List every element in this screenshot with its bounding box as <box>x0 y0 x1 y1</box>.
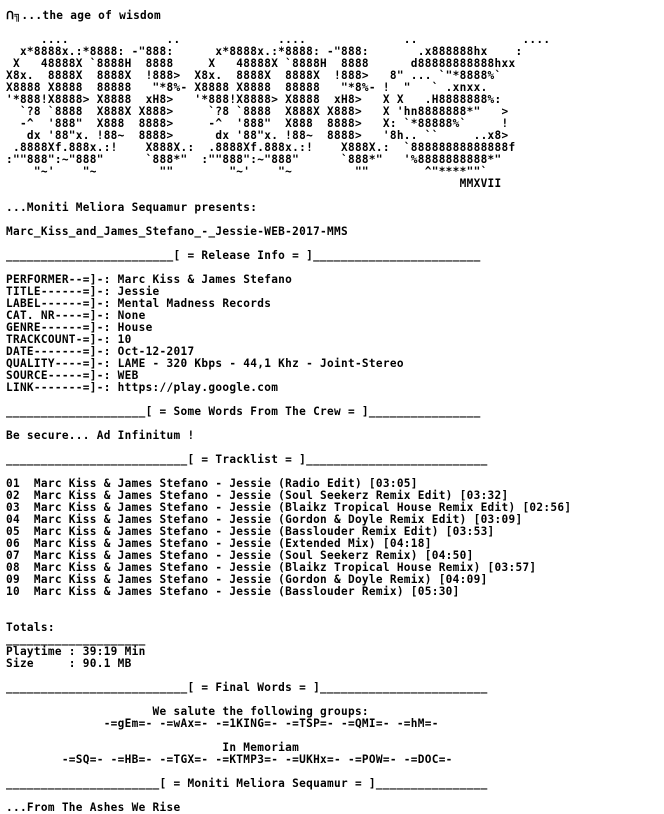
totals-size: Size : 90.1 MB <box>6 657 132 670</box>
final-words-heading: __________________________[ = Final Words = ]________________________ <box>6 681 488 694</box>
info-link: LINK-------=]-: https://play.google.com <box>6 381 279 394</box>
footer-heading: ______________________[ = Moniti Meliora Sequamur = ]________________ <box>6 777 488 790</box>
logo-line: `?8 `8888 X888X X888> `?8 `8888 X888X X888> X 'hn8888888*" > <box>6 105 509 118</box>
info-title: TITLE------=]-: Jessie <box>6 285 160 298</box>
track-row: 01 Marc Kiss & James Stefano - Jessie (Radio Edit) [03:05] <box>6 477 418 490</box>
presents-line: ...Moniti Meliora Sequamur presents: <box>6 201 258 214</box>
greeted-groups: -=gEm=- -=wAx=- -=1KING=- -=TSP=- -=QMI=- -=hM=- <box>6 717 439 730</box>
track-row: 08 Marc Kiss & James Stefano - Jessie (Blaikz Tropical House Remix) [03:57] <box>6 561 537 574</box>
info-cat-nr: CAT. NR----=]-: None <box>6 309 146 322</box>
info-label: LABEL------=]-: Mental Madness Records <box>6 297 272 310</box>
track-row: 10 Marc Kiss & James Stefano - Jessie (Basslouder Remix) [05:30] <box>6 585 460 598</box>
logo-year: MMXVII <box>6 177 502 190</box>
logo-line: -^ '888" X888 8888> -^ '888" X888 8888> X: `*88888%` ! <box>6 117 509 130</box>
nfo-document <box>6 10 571 814</box>
info-performer: PERFORMER--=]-: Marc Kiss & James Stefano <box>6 273 293 286</box>
crew-words-heading: ____________________[ = Some Words From The Crew = ]________________ <box>6 405 481 418</box>
blank-line <box>6 598 571 610</box>
info-genre: GENRE------=]-: House <box>6 321 153 334</box>
header-tagline: ᑎ╗...the age of wisdom <box>6 9 161 22</box>
info-trackcount: TRACKCOUNT-=]-: 10 <box>6 333 132 346</box>
totals-playtime: Playtime : 39:19 Min <box>6 645 146 658</box>
logo-line: .... .. .... .. .... <box>6 33 551 46</box>
track-row: 07 Marc Kiss & James Stefano - Jessie (Soul Seekerz Remix) [04:50] <box>6 549 474 562</box>
track-row: 02 Marc Kiss & James Stefano - Jessie (Soul Seekerz Remix Edit) [03:32] <box>6 489 509 502</box>
track-row: 06 Marc Kiss & James Stefano - Jessie (Extended Mix) [04:18] <box>6 537 432 550</box>
closing-line: ...From The Ashes We Rise <box>6 801 181 814</box>
memoriam-groups: -=SQ=- -=HB=- -=TGX=- -=KTMP3=- -=UKHx=- -=POW=- -=DOC=- <box>6 753 453 766</box>
totals-heading: Totals: <box>6 621 55 634</box>
blank-line <box>6 610 571 622</box>
crew-words-text: Be secure... Ad Infinitum ! <box>6 429 195 442</box>
release-info-heading: ________________________[ = Release Info = ]________________________ <box>6 249 481 262</box>
totals-rule: ____________________ <box>6 633 146 646</box>
logo-line: :""888":~"888" `888*" :""888":~"888" `888*" '%8888888888*" <box>6 153 502 166</box>
logo-line: .8888Xf.888x.:! X888X.: .8888Xf.888x.:! X888X.: `88888888888888f <box>6 141 516 154</box>
logo-line: '*888!X8888> X8888 xH8> '*888!X8888> X8888 xH8> X X .H8888888%: <box>6 93 502 106</box>
tracklist-heading: __________________________[ = Tracklist = ]__________________________ <box>6 453 488 466</box>
logo-line: "~' "~ "" "~' "~ "" ^"****""` <box>6 165 488 178</box>
logo-line: X 48888X `8888H 8888 X 48888X `8888H 8888 d88888888888hxx <box>6 57 516 70</box>
info-quality: QUALITY----=]-: LAME - 320 Kbps - 44,1 Khz - Joint-Stereo <box>6 357 404 370</box>
track-row: 09 Marc Kiss & James Stefano - Jessie (Gordon & Doyle Remix) [04:09] <box>6 573 488 586</box>
info-source: SOURCE-----=]-: WEB <box>6 369 139 382</box>
logo-line: X8x. 8888X 8888X !888> X8x. 8888X 8888X !888> 8" ... `"*8888%` <box>6 69 502 82</box>
logo-line: X8888 X8888 88888 "*8%- X8888 X8888 88888 "*8%- ! " ` .xnxx. <box>6 81 488 94</box>
memoriam-title: In Memoriam <box>6 741 300 754</box>
salute-text: We salute the following groups: <box>6 705 369 718</box>
track-row: 05 Marc Kiss & James Stefano - Jessie (Basslouder Remix Edit) [03:53] <box>6 525 495 538</box>
track-row: 03 Marc Kiss & James Stefano - Jessie (Blaikz Tropical House Remix Edit) [02:56] <box>6 501 572 514</box>
release-name: Marc_Kiss_and_James_Stefano_-_Jessie-WEB-2017-MMS <box>6 225 348 238</box>
track-row: 04 Marc Kiss & James Stefano - Jessie (Gordon & Doyle Remix Edit) [03:09] <box>6 513 523 526</box>
logo-line: dx '88"x. !88~ 8888> dx '88"x. !88~ 8888> '8h.. `` ..x8> <box>6 129 509 142</box>
info-date: DATE-------=]-: Oct-12-2017 <box>6 345 195 358</box>
logo-line: x*8888x.:*8888: -"888: x*8888x.:*8888: -"888: .x888888hx : <box>6 45 523 58</box>
